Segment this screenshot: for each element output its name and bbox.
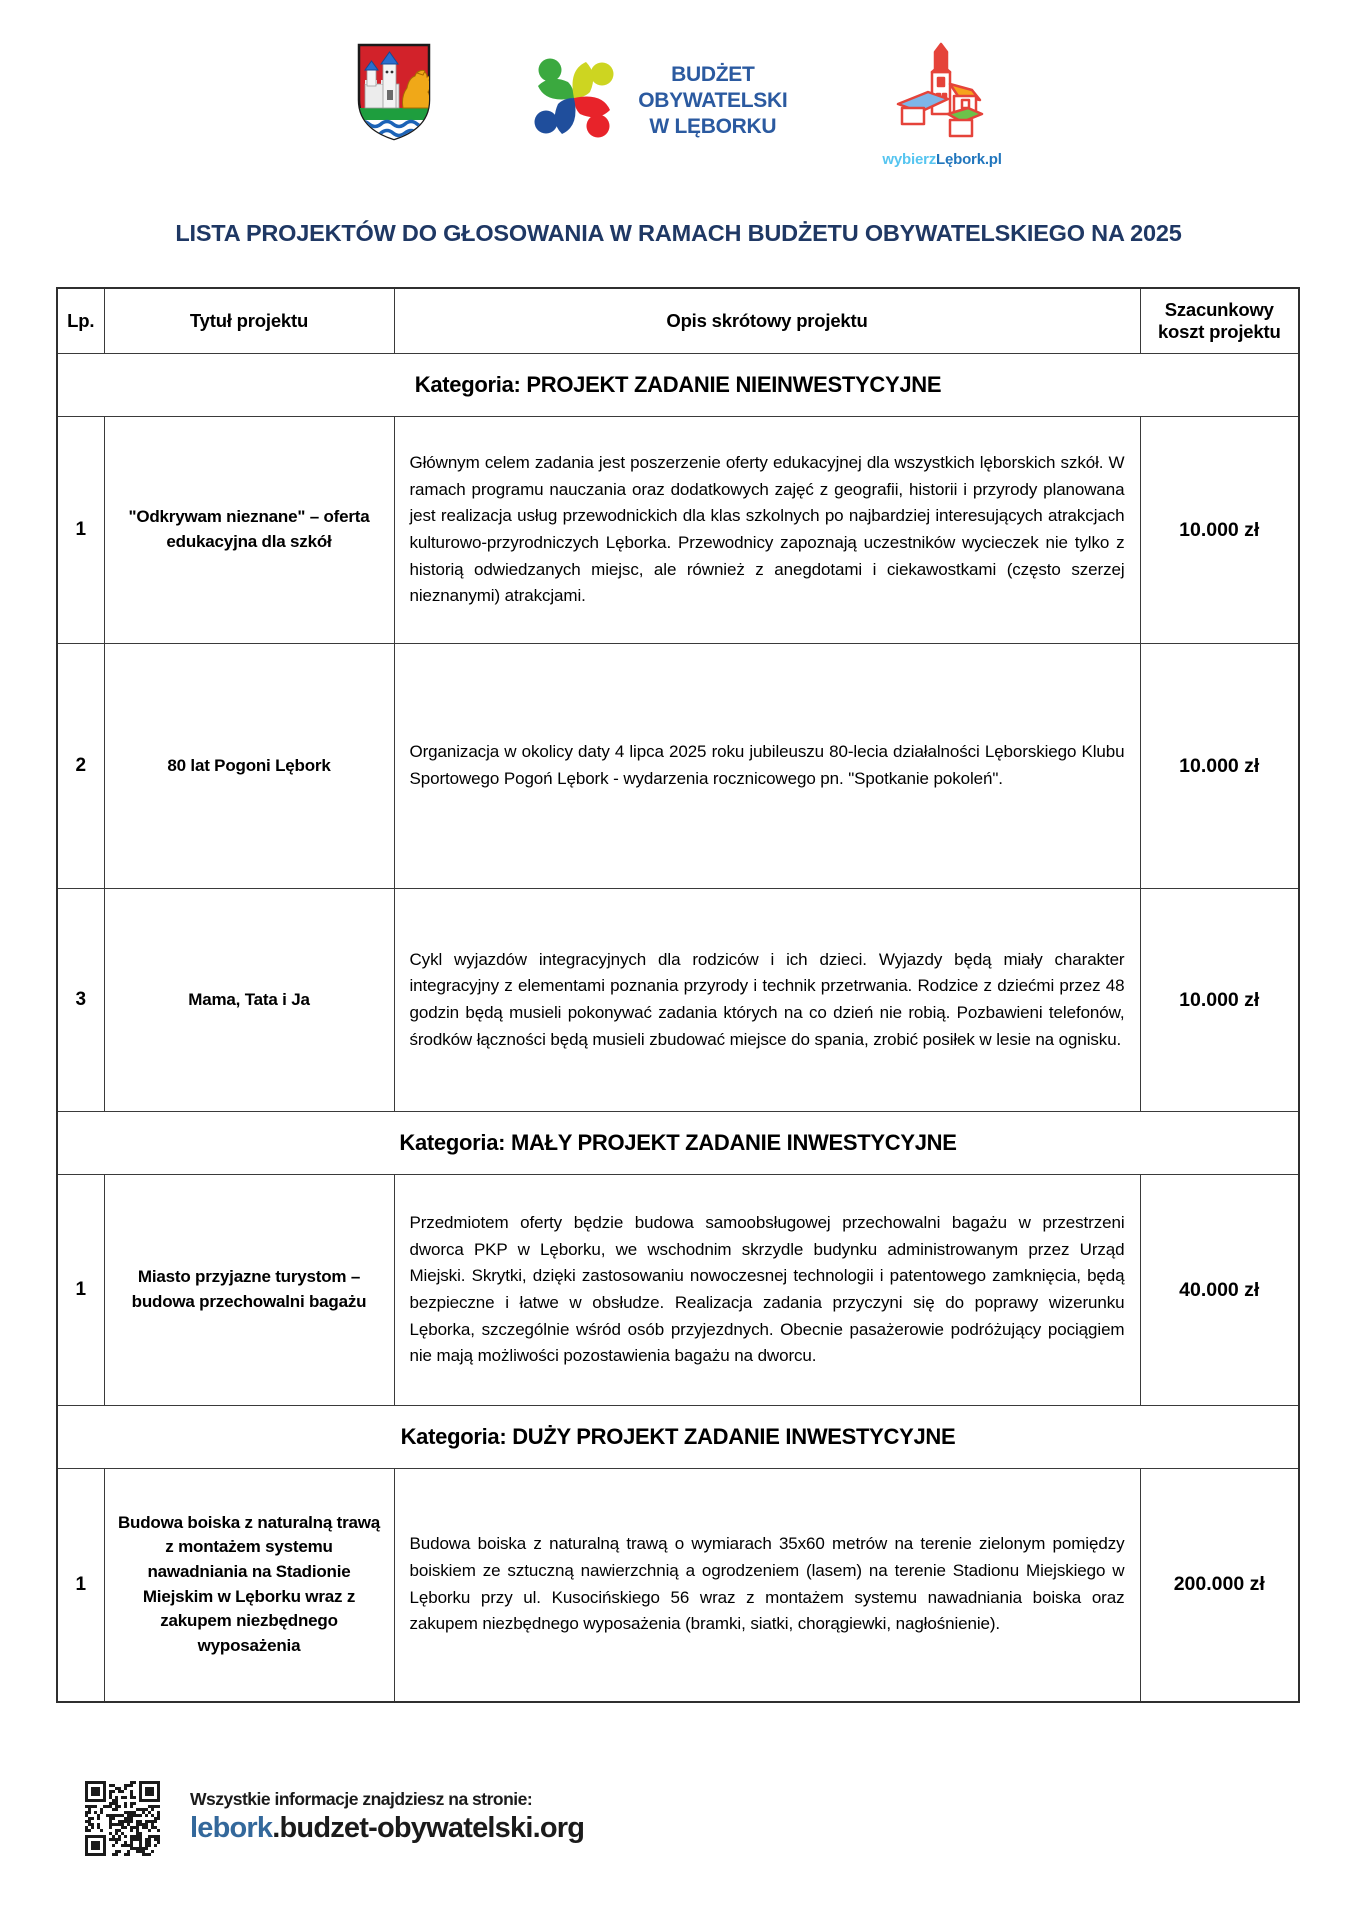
projects-table [56,287,1300,1703]
title-cell: "Odkrywam nieznane" – oferta edukacyjna dla szkół [104,417,394,644]
lp-cell: 2 [57,644,104,889]
qr-code [85,1781,160,1856]
wybierz-lebork-logo [882,42,1001,168]
lp-cell: 1 [57,1469,104,1702]
lebork-crest-icon [355,42,433,142]
budget-logo-line2: OBYWATELSKI [638,88,788,112]
footer [85,1781,584,1856]
description-cell: Cykl wyjazdów integracyjnych dla rodziców i ich dzieci. Wyjazdy będą miały charakter integracyjny z elementami poznania przyrody i technik przetrwania. Rodzice z dziećmi przez 48 godzin będą musieli pokonywać zadania których na co dzień nie robią. Pozbawieni telefonów, środków łączności będą musieli zbudować miejsce do spania, zrobić posiłek w lesie na ognisku. [394,889,1140,1112]
lp-cell: 1 [57,1175,104,1406]
table-header-row [57,288,1299,354]
category-row [57,1406,1299,1469]
category-row [57,354,1299,417]
budget-logo-line3: W LĘBORKU [649,114,777,138]
title-cell: Mama, Tata i Ja [104,889,394,1112]
column-header-lp: Lp. [57,288,104,354]
category-label: Kategoria: MAŁY PROJEKT ZADANIE INWESTYCYJNE [57,1112,1299,1175]
wybierz-logo-text [882,151,1001,168]
footer-url-prefix: lebork [190,1812,273,1844]
cost-cell: 200.000 zł [1140,1469,1299,1702]
description-cell: Głównym celem zadania jest poszerzenie oferty edukacyjnej dla wszystkich lęborskich szkół. W ramach programu nauczania oraz dodatkowych zajęć z geografii, historii i przyrody planowana jest realizacja usług przewodnickich dla klas szkolnych po najbardziej interesujących atrakcjach kulturowo-przyrodniczych Lęborka. Przewodnicy zapoznają uczestników wycieczek nie tylko z historią odwiedzanych miejsc, ale również z anegdotami i ciekawostkami (często szerzej nieznanymi) atrakcjami. [394,417,1140,644]
cost-cell: 10.000 zł [1140,644,1299,889]
project-row [57,1469,1299,1702]
category-row [57,1112,1299,1175]
column-header-cost: Szacunkowy koszt projektu [1140,288,1299,354]
lp-cell: 3 [57,889,104,1112]
description-cell: Organizacja w okolicy daty 4 lipca 2025 roku jubileuszu 80-lecia działalności Lęborskiego Klubu Sportowego Pogoń Lębork - wydarzenia rocznicowego pn. "Spotkanie pokoleń". [394,644,1140,889]
cost-cell: 10.000 zł [1140,889,1299,1112]
title-cell: Budowa boiska z naturalną trawą z montażem systemu nawadniania na Stadionie Miejskim w Lęborku wraz z zakupem niezbędnego wyposażenia [104,1469,394,1702]
header-logos [0,42,1357,168]
wybierz-text-dark: Lębork.pl [936,151,1002,168]
title-cell: 80 lat Pogoni Lębork [104,644,394,889]
project-row [57,417,1299,644]
budget-logo [528,52,787,149]
column-header-description: Opis skrótowy projektu [394,288,1140,354]
cost-cell: 10.000 zł [1140,417,1299,644]
footer-url-suffix: .budzet-obywatelski.org [272,1812,585,1844]
project-row [57,1175,1299,1406]
description-cell: Przedmiotem oferty będzie budowa samoobsługowej przechowalni bagażu w przestrzeni dworca PKP w Lęborku, we wschodnim skrzydle budynku administrowanym przez Urząd Miejski. Skrytki, dzięki zastosowaniu nowoczesnej technologii i patentowego zamknięcia, będą bezpieczne i łatwe w obsłudze. Realizacja zadania przyczyni się do poprawy wizerunku Lęborka, szczególnie wśród osób przyjezdnych. Obecnie pasażerowie podróżujący pociągiem nie mają możliwości pozostawienia bagażu na dworcu. [394,1175,1140,1406]
description-cell: Budowa boiska z naturalną trawą o wymiarach 35x60 metrów na terenie zielonym pomiędzy boiskiem ze sztuczną nawierzchnią a ogrodzeniem (lasem) na terenie Stadionu Miejskiego w Lęborku przy ul. Kusocińskiego 56 wraz z montażem systemu nawadniania boiska oraz zakupem niezbędnego wyposażenia (bramki, siatki, chorągiewki, nagłośnienie). [394,1469,1140,1702]
project-row [57,889,1299,1112]
footer-text [190,1789,584,1845]
lp-cell: 1 [57,417,104,644]
footer-url [190,1812,584,1845]
title-cell: Miasto przyjazne turystom – budowa przechowalni bagażu [104,1175,394,1406]
cost-cell: 40.000 zł [1140,1175,1299,1406]
wybierz-text-light: wybierz [882,151,937,168]
category-label: Kategoria: PROJEKT ZADANIE NIEINWESTYCYJNE [57,354,1299,417]
category-label: Kategoria: DUŻY PROJEKT ZADANIE INWESTYCYJNE [57,1406,1299,1469]
budget-logo-text [638,62,787,140]
town-icon [888,42,996,149]
budget-logo-line1: BUDŻET [671,62,755,86]
page-title: LISTA PROJEKTÓW DO GŁOSOWANIA W RAMACH BUDŻETU OBYWATELSKIEGO NA 2025 [175,220,1182,246]
column-header-title: Tytuł projektu [104,288,394,354]
budget-people-icon [528,52,620,149]
project-row [57,644,1299,889]
footer-info-line: Wszystkie informacje znajdziesz na stronie: [190,1789,533,1809]
